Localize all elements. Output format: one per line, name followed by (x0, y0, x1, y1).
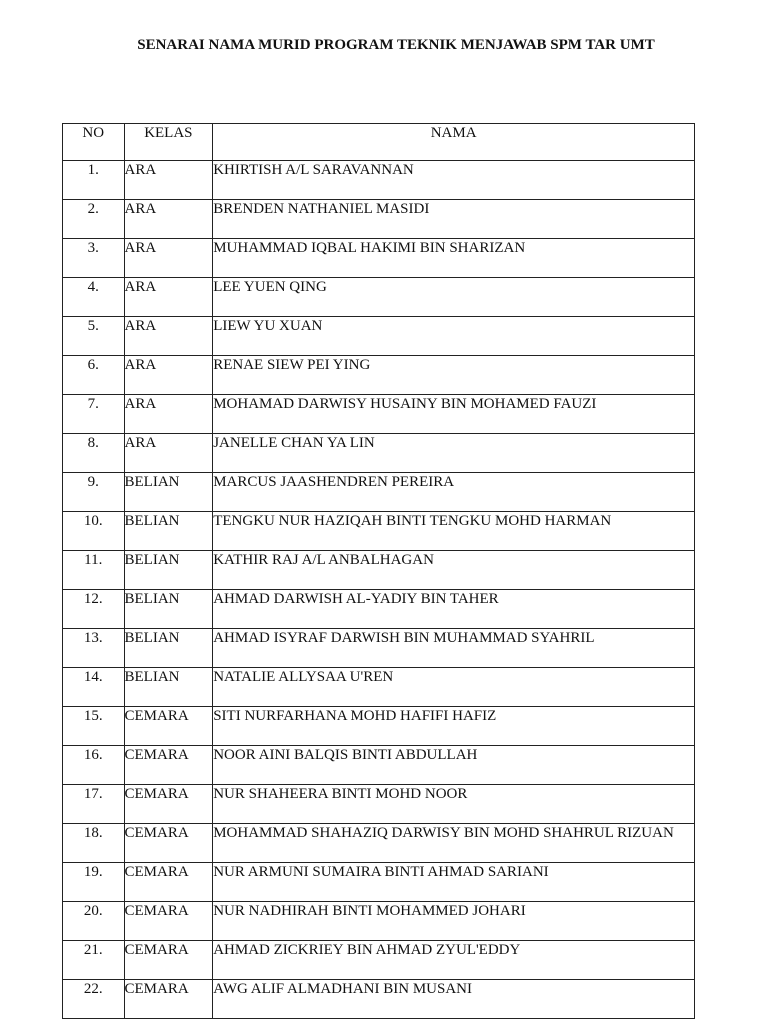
cell-no: 6. (63, 356, 125, 395)
cell-kelas: CEMARA (124, 824, 213, 863)
table-row (63, 668, 695, 707)
cell-kelas: CEMARA (124, 785, 213, 824)
cell-nama: RENAE SIEW PEI YING (213, 356, 695, 395)
cell-no: 18. (63, 824, 125, 863)
cell-kelas: ARA (124, 278, 213, 317)
cell-kelas: ARA (124, 317, 213, 356)
cell-nama: NOOR AINI BALQIS BINTI ABDULLAH (213, 746, 695, 785)
cell-nama: AHMAD ISYRAF DARWISH BIN MUHAMMAD SYAHRIL (213, 629, 695, 668)
cell-no: 16. (63, 746, 125, 785)
cell-kelas: ARA (124, 239, 213, 278)
cell-nama: NUR ARMUNI SUMAIRA BINTI AHMAD SARIANI (213, 863, 695, 902)
table-row (63, 434, 695, 473)
cell-no: 5. (63, 317, 125, 356)
table-row (63, 200, 695, 239)
table-row (63, 590, 695, 629)
cell-no: 19. (63, 863, 125, 902)
cell-nama: NUR NADHIRAH BINTI MOHAMMED JOHARI (213, 902, 695, 941)
table-row (63, 239, 695, 278)
cell-kelas: ARA (124, 434, 213, 473)
table-row (63, 551, 695, 590)
table-row (63, 317, 695, 356)
cell-kelas: BELIAN (124, 629, 213, 668)
cell-no: 4. (63, 278, 125, 317)
cell-nama: AWG ALIF ALMADHANI BIN MUSANI (213, 980, 695, 1019)
cell-nama: KHIRTISH A/L SARAVANNAN (213, 161, 695, 200)
cell-kelas: CEMARA (124, 980, 213, 1019)
cell-nama: MARCUS JAASHENDREN PEREIRA (213, 473, 695, 512)
cell-kelas: ARA (124, 356, 213, 395)
cell-kelas: CEMARA (124, 707, 213, 746)
cell-nama: SITI NURFARHANA MOHD HAFIFI HAFIZ (213, 707, 695, 746)
cell-nama: AHMAD DARWISH AL-YADIY BIN TAHER (213, 590, 695, 629)
cell-nama: LEE YUEN QING (213, 278, 695, 317)
table-row (63, 746, 695, 785)
cell-no: 14. (63, 668, 125, 707)
cell-nama: BRENDEN NATHANIEL MASIDI (213, 200, 695, 239)
cell-kelas: BELIAN (124, 590, 213, 629)
table-row (63, 395, 695, 434)
cell-nama: TENGKU NUR HAZIQAH BINTI TENGKU MOHD HARMAN (213, 512, 695, 551)
cell-kelas: CEMARA (124, 902, 213, 941)
student-table (62, 123, 695, 1019)
cell-nama: JANELLE CHAN YA LIN (213, 434, 695, 473)
header-no: NO (63, 124, 125, 161)
cell-kelas: ARA (124, 395, 213, 434)
table-row (63, 512, 695, 551)
cell-nama: MOHAMAD DARWISY HUSAINY BIN MOHAMED FAUZI (213, 395, 695, 434)
cell-no: 10. (63, 512, 125, 551)
cell-kelas: BELIAN (124, 473, 213, 512)
table-row (63, 629, 695, 668)
cell-no: 22. (63, 980, 125, 1019)
table-row (63, 980, 695, 1019)
cell-no: 2. (63, 200, 125, 239)
table-row (63, 785, 695, 824)
header-nama: NAMA (213, 124, 695, 161)
table-row (63, 278, 695, 317)
cell-no: 9. (63, 473, 125, 512)
cell-no: 7. (63, 395, 125, 434)
cell-nama: MOHAMMAD SHAHAZIQ DARWISY BIN MOHD SHAHRUL RIZUAN (213, 824, 695, 863)
cell-no: 1. (63, 161, 125, 200)
cell-kelas: CEMARA (124, 863, 213, 902)
cell-no: 11. (63, 551, 125, 590)
cell-no: 15. (63, 707, 125, 746)
cell-nama: LIEW YU XUAN (213, 317, 695, 356)
cell-kelas: BELIAN (124, 512, 213, 551)
header-kelas: KELAS (124, 124, 213, 161)
table-header-row (63, 124, 695, 161)
cell-no: 21. (63, 941, 125, 980)
cell-nama: NATALIE ALLYSAA U'REN (213, 668, 695, 707)
table-row (63, 863, 695, 902)
table-row (63, 902, 695, 941)
table-row (63, 941, 695, 980)
cell-no: 17. (63, 785, 125, 824)
cell-nama: KATHIR RAJ A/L ANBALHAGAN (213, 551, 695, 590)
cell-nama: NUR SHAHEERA BINTI MOHD NOOR (213, 785, 695, 824)
cell-nama: AHMAD ZICKRIEY BIN AHMAD ZYUL'EDDY (213, 941, 695, 980)
cell-no: 13. (63, 629, 125, 668)
table-row (63, 473, 695, 512)
cell-no: 20. (63, 902, 125, 941)
table-row (63, 161, 695, 200)
cell-kelas: ARA (124, 161, 213, 200)
cell-kelas: CEMARA (124, 746, 213, 785)
cell-no: 3. (63, 239, 125, 278)
table-row (63, 356, 695, 395)
cell-kelas: BELIAN (124, 668, 213, 707)
cell-no: 8. (63, 434, 125, 473)
cell-no: 12. (63, 590, 125, 629)
cell-nama: MUHAMMAD IQBAL HAKIMI BIN SHARIZAN (213, 239, 695, 278)
table-row (63, 707, 695, 746)
cell-kelas: CEMARA (124, 941, 213, 980)
table-body (63, 161, 695, 1019)
cell-kelas: BELIAN (124, 551, 213, 590)
cell-kelas: ARA (124, 200, 213, 239)
table-row (63, 824, 695, 863)
page-title: SENARAI NAMA MURID PROGRAM TEKNIK MENJAWAB SPM TAR UMT (137, 37, 655, 53)
